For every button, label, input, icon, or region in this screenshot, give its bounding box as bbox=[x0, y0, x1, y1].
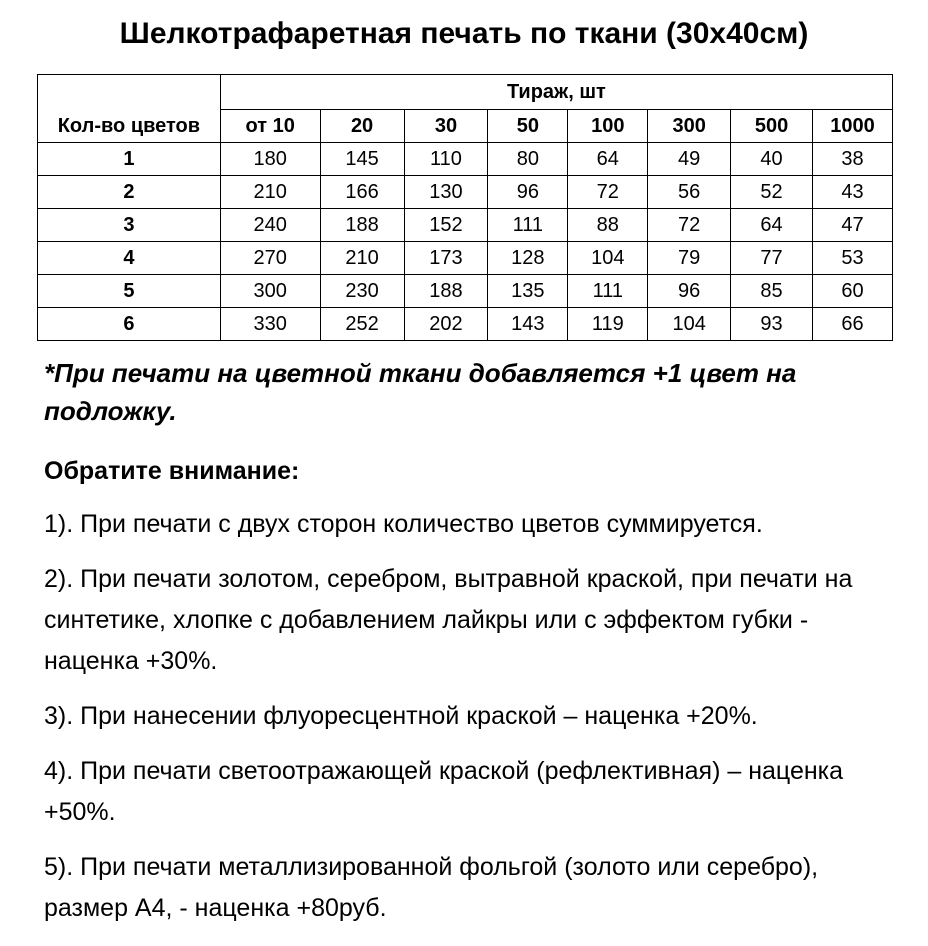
price-cell: 49 bbox=[648, 143, 731, 176]
price-cell: 53 bbox=[813, 242, 893, 275]
price-cell: 85 bbox=[731, 275, 813, 308]
list-item: 1). При печати с двух сторон количество цветов суммируется. bbox=[44, 510, 763, 538]
price-cell: 202 bbox=[404, 308, 488, 341]
table-row bbox=[38, 176, 893, 209]
price-cell: 80 bbox=[488, 143, 568, 176]
price-cell: 104 bbox=[568, 242, 648, 275]
row-colors-count: 6 bbox=[38, 308, 221, 341]
page-title: Шелкотрафаретная печать по ткани (30х40см) bbox=[119, 17, 809, 50]
column-header: 500 bbox=[731, 110, 813, 143]
price-cell: 47 bbox=[813, 209, 893, 242]
table-row bbox=[38, 275, 893, 308]
price-cell: 110 bbox=[404, 143, 488, 176]
price-cell: 96 bbox=[488, 176, 568, 209]
price-cell: 145 bbox=[320, 143, 404, 176]
colored-fabric-note: *При печати на цветной ткани добавляется +1 цвет на подложку. bbox=[44, 358, 797, 426]
row-colors-count: 5 bbox=[38, 275, 221, 308]
price-cell: 119 bbox=[568, 308, 648, 341]
table-row bbox=[38, 209, 893, 242]
row-colors-count: 3 bbox=[38, 209, 221, 242]
price-cell: 38 bbox=[813, 143, 893, 176]
price-cell: 43 bbox=[813, 176, 893, 209]
attention-heading: Обратите внимание: bbox=[44, 457, 300, 485]
price-cell: 188 bbox=[404, 275, 488, 308]
price-cell: 143 bbox=[488, 308, 568, 341]
row-colors-count: 2 bbox=[38, 176, 221, 209]
column-header: 300 bbox=[648, 110, 731, 143]
price-cell: 230 bbox=[320, 275, 404, 308]
price-cell: 77 bbox=[731, 242, 813, 275]
price-cell: 210 bbox=[220, 176, 320, 209]
price-cell: 135 bbox=[488, 275, 568, 308]
price-cell: 72 bbox=[648, 209, 731, 242]
price-cell: 64 bbox=[568, 143, 648, 176]
price-cell: 79 bbox=[648, 242, 731, 275]
row-colors-count: 4 bbox=[38, 242, 221, 275]
colors-count-header: Кол-во цветов bbox=[38, 75, 221, 143]
column-header: 30 bbox=[404, 110, 488, 143]
list-item: 3). При нанесении флуоресцентной краской – наценка +20%. bbox=[44, 702, 758, 730]
price-cell: 96 bbox=[648, 275, 731, 308]
price-cell: 88 bbox=[568, 209, 648, 242]
price-cell: 56 bbox=[648, 176, 731, 209]
price-cell: 93 bbox=[731, 308, 813, 341]
column-header: 100 bbox=[568, 110, 648, 143]
price-cell: 300 bbox=[220, 275, 320, 308]
column-header: от 10 bbox=[220, 110, 320, 143]
price-cell: 252 bbox=[320, 308, 404, 341]
price-cell: 330 bbox=[220, 308, 320, 341]
table-row bbox=[38, 308, 893, 341]
price-cell: 210 bbox=[320, 242, 404, 275]
price-cell: 270 bbox=[220, 242, 320, 275]
price-cell: 52 bbox=[731, 176, 813, 209]
row-colors-count: 1 bbox=[38, 143, 221, 176]
price-table bbox=[37, 74, 893, 341]
price-cell: 173 bbox=[404, 242, 488, 275]
list-item: 5). При печати металлизированной фольгой (золото или серебро), размер А4, - наценка +80руб. bbox=[44, 853, 819, 922]
price-cell: 166 bbox=[320, 176, 404, 209]
price-cell: 104 bbox=[648, 308, 731, 341]
list-item: 2). При печати золотом, серебром, вытравной краской, при печати на синтетике, хлопке с добавлением лайкры или с эффектом губки - наценка +30%. bbox=[44, 565, 853, 675]
price-cell: 180 bbox=[220, 143, 320, 176]
column-header: 20 bbox=[320, 110, 404, 143]
price-cell: 111 bbox=[568, 275, 648, 308]
price-cell: 111 bbox=[488, 209, 568, 242]
column-header: 50 bbox=[488, 110, 568, 143]
price-cell: 128 bbox=[488, 242, 568, 275]
price-cell: 240 bbox=[220, 209, 320, 242]
price-cell: 72 bbox=[568, 176, 648, 209]
price-cell: 188 bbox=[320, 209, 404, 242]
price-cell: 66 bbox=[813, 308, 893, 341]
list-item: 4). При печати светоотражающей краской (рефлективная) – наценка +50%. bbox=[44, 757, 844, 826]
table-header-row-top bbox=[38, 75, 893, 110]
table-row bbox=[38, 242, 893, 275]
table-row bbox=[38, 143, 893, 176]
price-cell: 152 bbox=[404, 209, 488, 242]
price-cell: 60 bbox=[813, 275, 893, 308]
price-cell: 64 bbox=[731, 209, 813, 242]
price-cell: 40 bbox=[731, 143, 813, 176]
run-size-header: Тираж, шт bbox=[220, 75, 892, 110]
column-header: 1000 bbox=[813, 110, 893, 143]
price-cell: 130 bbox=[404, 176, 488, 209]
